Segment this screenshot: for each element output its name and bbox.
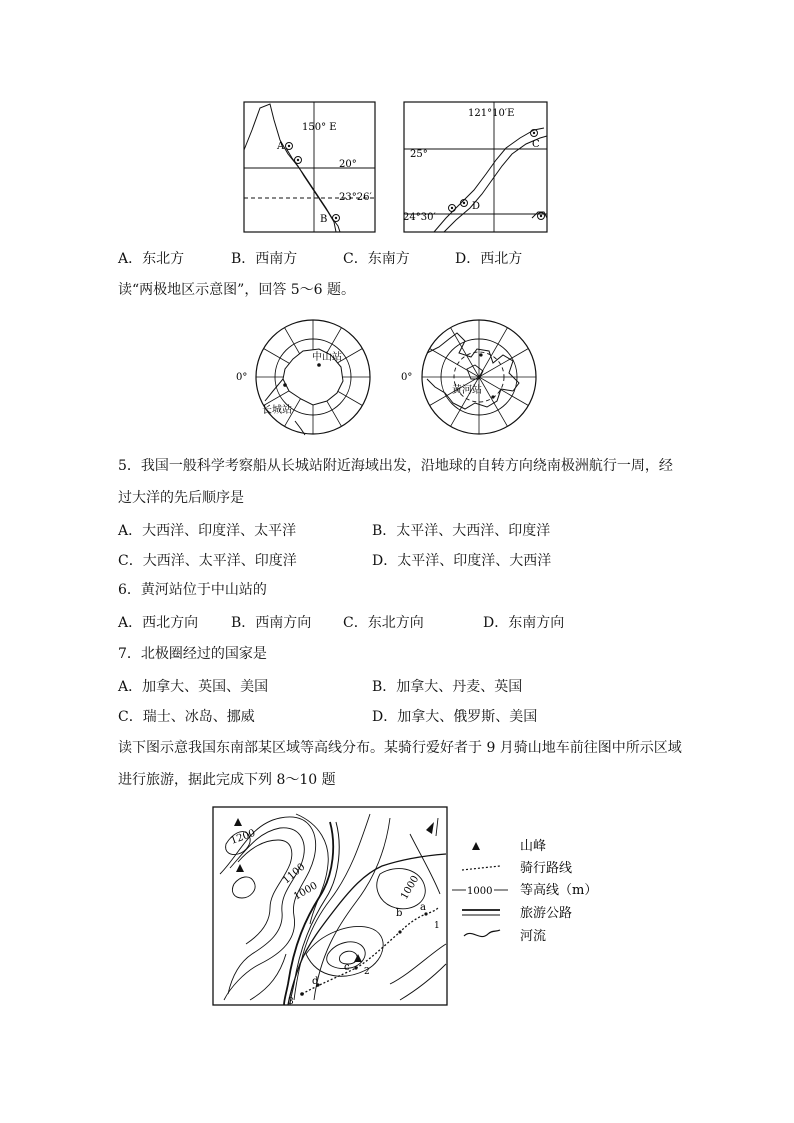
route-number-2: 2 bbox=[364, 967, 370, 977]
q5-stem-line1: 5．我国一般科学考察船从长城站附近海域出发，沿地球的自转方向绕南极洲航行一周，经 bbox=[118, 458, 673, 474]
left-map-point-a: A bbox=[277, 141, 285, 152]
route-point-d: d bbox=[312, 976, 319, 987]
left-map-lat-20: 20° bbox=[339, 159, 357, 170]
contour-map-figure bbox=[210, 804, 598, 1010]
legend-contour: 等高线（m） bbox=[520, 883, 598, 898]
route-point-a: a bbox=[420, 902, 426, 913]
q7-option-b: B．加拿大、丹麦、英国 bbox=[372, 679, 523, 695]
q5-option-a: A．大西洋、印度洋、太平洋 bbox=[118, 523, 297, 539]
intro-questions-8-10-line1: 读下图示意我国东南部某区域等高线分布。某骑行爱好者于 9 月骑山地车前往图中所示区域 bbox=[118, 740, 682, 756]
left-map-longitude: 150° E bbox=[302, 122, 337, 133]
zhongshan-station-label: 中山站 bbox=[312, 352, 342, 363]
right-map-point-d: D bbox=[472, 201, 481, 212]
q7-option-a: A．加拿大、英国、美国 bbox=[118, 679, 269, 695]
polar-maps-figure bbox=[236, 308, 562, 446]
right-map-point-c: C bbox=[532, 139, 540, 150]
right-map-lat-2430: 24°30′ bbox=[403, 212, 436, 223]
q5-option-b: B．太平洋、大西洋、印度洋 bbox=[372, 523, 551, 539]
legend-river: 河流 bbox=[520, 929, 547, 944]
antarctic-zero-meridian: 0° bbox=[236, 372, 248, 383]
contour-map bbox=[213, 807, 447, 1007]
coordinate-maps-figure bbox=[240, 100, 552, 236]
legend-route: 骑行路线 bbox=[520, 861, 573, 876]
legend-peak: 山峰 bbox=[520, 839, 547, 854]
huanghe-station-label: 黄河站 bbox=[452, 385, 482, 396]
q4-option-d: D．西北方 bbox=[455, 251, 523, 267]
q5-stem-line2: 过大洋的先后顺序是 bbox=[118, 490, 244, 506]
q7-option-d: D．加拿大、俄罗斯、美国 bbox=[372, 709, 538, 725]
legend-contour-sample: 1000 bbox=[467, 886, 493, 897]
right-map bbox=[403, 102, 547, 232]
left-map-lat-tropic: 23°26′ bbox=[339, 192, 372, 203]
arctic-zero-meridian: 0° bbox=[401, 372, 413, 383]
q6-option-d: D．东南方向 bbox=[483, 615, 565, 631]
route-number-1: 1 bbox=[434, 921, 440, 931]
right-map-longitude: 121°10′E bbox=[468, 108, 515, 119]
q6-option-a: A．西北方向 bbox=[118, 615, 199, 631]
intro-questions-5-6: 读“两极地区示意图”，回答 5～6 题。 bbox=[118, 282, 356, 298]
q5-option-c: C．大西洋、太平洋、印度洋 bbox=[118, 553, 297, 569]
contour-label-1000-left: 1000 bbox=[292, 880, 320, 903]
q6-option-c: C．东北方向 bbox=[343, 615, 424, 631]
q4-option-c: C．东南方 bbox=[343, 251, 410, 267]
left-map-point-b: B bbox=[320, 214, 328, 225]
antarctic-map bbox=[256, 320, 370, 435]
right-map-lat-25: 25° bbox=[410, 149, 428, 160]
changcheng-station-label: 长城站 bbox=[262, 405, 292, 416]
q5-option-d: D．太平洋、印度洋、大西洋 bbox=[372, 553, 552, 569]
route-number-3: 3 bbox=[288, 997, 294, 1007]
arctic-map bbox=[422, 320, 536, 434]
q4-option-b: B．西南方 bbox=[231, 251, 298, 267]
q6-stem: 6．黄河站位于中山站的 bbox=[118, 582, 267, 598]
contour-label-1100: 1100 bbox=[280, 861, 308, 887]
route-point-c: c bbox=[344, 962, 350, 973]
q7-stem: 7．北极圈经过的国家是 bbox=[118, 646, 267, 662]
route-point-b: b bbox=[396, 908, 403, 919]
legend-road: 旅游公路 bbox=[520, 906, 573, 921]
q7-option-c: C．瑞士、冰岛、挪威 bbox=[118, 709, 255, 725]
contour-map-legend bbox=[452, 839, 597, 944]
contour-label-1200: 1200 bbox=[229, 827, 257, 847]
q6-option-b: B．西南方向 bbox=[231, 615, 312, 631]
contour-label-1000-right: 1000 bbox=[399, 873, 422, 902]
q4-option-a: A．东北方 bbox=[118, 251, 185, 267]
left-map bbox=[244, 102, 375, 232]
intro-questions-8-10-line2: 进行旅游，据此完成下列 8～10 题 bbox=[118, 772, 336, 788]
